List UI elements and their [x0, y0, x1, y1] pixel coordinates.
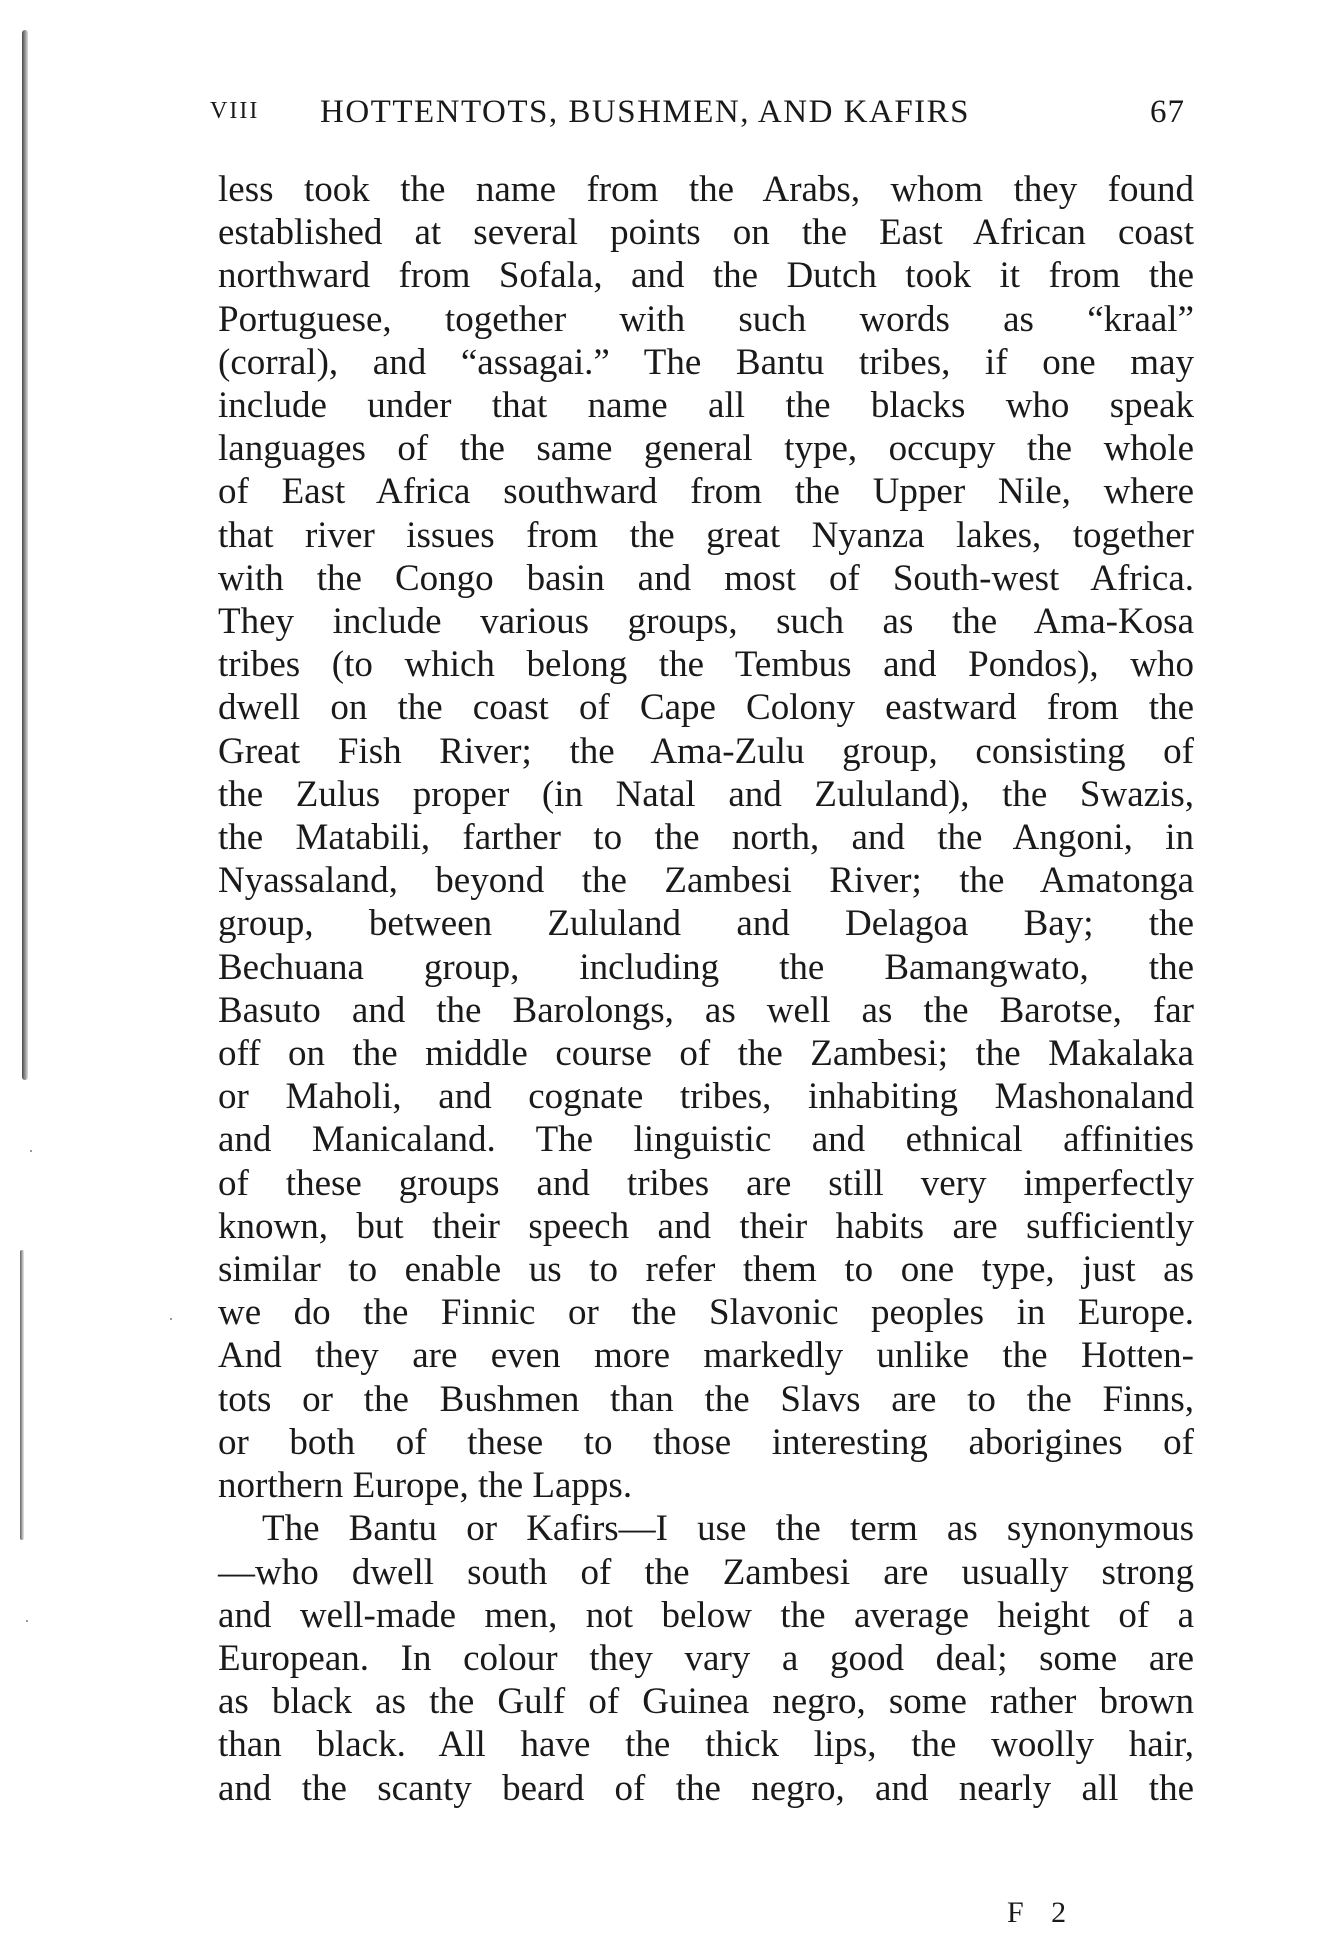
text-line: include under that name all the blacks who speak [218, 385, 1194, 427]
scan-speck [30, 1150, 32, 1152]
text-line: —who dwell south of the Zambesi are usually strong [218, 1551, 1194, 1593]
text-line: They include various groups, such as the Ama-Kosa [218, 601, 1194, 643]
scan-speck [26, 1620, 28, 1622]
text-line: Portuguese, together with such words as “kraal” [218, 298, 1194, 340]
text-line: northward from Sofala, and the Dutch took it from the [218, 255, 1194, 297]
text-line: and well-made men, not below the average height of a [218, 1594, 1194, 1636]
text-line: group, between Zululand and Delagoa Bay; the [218, 903, 1194, 945]
text-line: Great Fish River; the Ama-Zulu group, consisting of [218, 730, 1194, 772]
scan-gutter-shadow-lower [20, 1250, 24, 1540]
paragraph [218, 1507, 1194, 1809]
running-title: HOTTENTOTS, BUSHMEN, AND KAFIRS [320, 94, 971, 130]
text-line: we do the Finnic or the Slavonic peoples in Europe. [218, 1292, 1194, 1334]
text-line: northern Europe, the Lapps. [218, 1465, 633, 1507]
text-line: dwell on the coast of Cape Colony eastward from the [218, 687, 1194, 729]
text-line: the Zulus proper (in Natal and Zululand), the Swazis, [218, 773, 1194, 815]
text-line: or both of these to those interesting aborigines of [218, 1421, 1194, 1463]
text-line: established at several points on the East African coast [218, 212, 1194, 254]
text-line: of East Africa southward from the Upper Nile, where [218, 471, 1194, 513]
scan-gutter-shadow [22, 30, 28, 1080]
text-line: of these groups and tribes are still very imperfectly [218, 1162, 1194, 1204]
text-line: less took the name from the Arabs, whom they found [218, 169, 1194, 210]
text-line: similar to enable us to refer them to one type, just as [218, 1249, 1194, 1291]
text-line: and Manicaland. The linguistic and ethnical affinities [218, 1119, 1194, 1161]
text-line: and the scanty beard of the negro, and nearly all the [218, 1767, 1194, 1809]
text-line: tots or the Bushmen than the Slavs are to the Finns, [218, 1378, 1194, 1420]
text-line: with the Congo basin and most of South-west Africa. [218, 557, 1194, 599]
text-line: tribes (to which belong the Tembus and Pondos), who [218, 644, 1194, 686]
text-line: Basuto and the Barolongs, as well as the Barotse, far [218, 989, 1194, 1031]
text-line: as black as the Gulf of Guinea negro, some rather brown [218, 1681, 1194, 1723]
text-line: Nyassaland, beyond the Zambesi River; the Amatonga [218, 860, 1194, 902]
text-line: languages of the same general type, occupy the whole [218, 428, 1194, 470]
chapter-number: VIII [210, 98, 260, 124]
paragraph [218, 168, 1194, 1507]
running-head [210, 94, 1185, 136]
text-line: known, but their speech and their habits are sufficiently [218, 1205, 1194, 1247]
signature-mark: F 2 [1007, 1896, 1077, 1929]
scan-speck [170, 1318, 172, 1320]
text-line: The Bantu or Kafirs—I use the term as synonymous [262, 1508, 1194, 1550]
body-text [218, 168, 1194, 1810]
text-line: than black. All have the thick lips, the woolly hair, [218, 1724, 1194, 1766]
text-line: And they are even more markedly unlike the Hotten- [218, 1335, 1194, 1377]
text-line: (corral), and “assagai.” The Bantu tribes, if one may [218, 341, 1194, 383]
text-line: the Matabili, farther to the north, and the Angoni, in [218, 817, 1194, 859]
text-line: European. In colour they vary a good deal; some are [218, 1637, 1194, 1679]
text-line: off on the middle course of the Zambesi; the Makalaka [218, 1033, 1194, 1075]
text-line: Bechuana group, including the Bamangwato, the [218, 946, 1194, 988]
text-line: that river issues from the great Nyanza lakes, together [218, 514, 1194, 556]
text-line: or Maholi, and cognate tribes, inhabiting Mashonaland [218, 1076, 1194, 1118]
page-number: 67 [1150, 94, 1185, 130]
